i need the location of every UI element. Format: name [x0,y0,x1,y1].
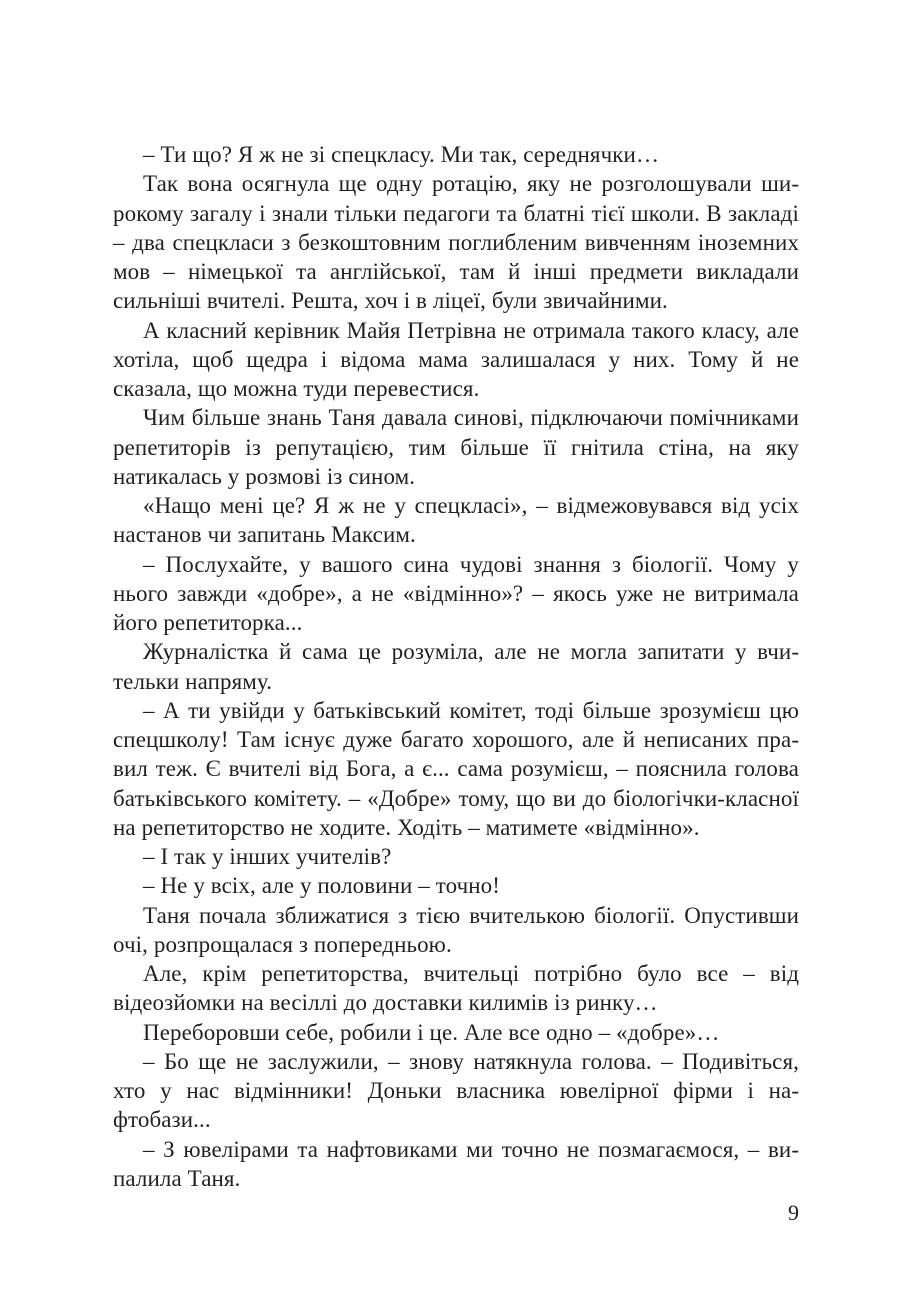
paragraph: – І так у інших учителів? [143,844,392,869]
page-body [113,140,799,1193]
paragraph: – Бо ще не заслужили, – знову натякнула голова. – Подивіться, хто у нас відмінники! Доньки власника ювелірної фірми і нафтобази... [113,1048,799,1133]
paragraph: Чим більше знань Таня давала синові, підключаючи помічниками репетиторів із репутацією, тим більше її гнітила стіна, на яку натикалась у розмові із сином. [113,405,799,489]
paragraph: Переборовши себе, робили і це. Але все одно – «добре»… [143,1019,720,1045]
paragraph: – Ти що? Я ж не зі спецкласу. Ми так, середнячки… [143,142,660,167]
paragraph: Журналістка й сама це розуміла, але не могла запитати у вчительки напряму. [113,639,799,694]
paragraph: «Нащо мені це? Я ж не у спецкласі», – відмежовувався від усіх настанов чи запитань Максим. [113,493,799,548]
page-number: 9 [788,1200,799,1225]
paragraph: – Не у всіх, але у половини – точно! [143,873,501,899]
paragraph: Так вона осягнула ще одну ротацію, яку не розголошували широкому загалу і знали тільки педагоги та блатні тієї школи. В закладі – два спецкласи з безкоштовним поглибленим вивченням іноземних мов – німецької та англійської, там й інші предмети викладали сильніші вчителі. Решта, хоч і в ліцеї, були звичайними. [113,171,799,314]
paragraph: – А ти увійди у батьківський комітет, тоді більше зрозумієш цю спецшколу! Там існує дуже багато хорошого, але й неписаних правил теж. Є вчителі від Бога, а є... сама розумієш, – пояснила голова батьківського комітету. – «Добре» тому, що ви до біологічки-класної на репетиторство не ходите. Ходіть – матимете «відмінно». [113,697,799,840]
paragraph: Але, крім репетиторства, вчительці потрібно було все – від відеозйомки на весіллі до доставки килимів із ринку… [113,961,799,1016]
paragraph: – З ювелірами та нафтовиками ми точно не позмагаємося, – випалила Таня. [113,1136,799,1191]
paragraph: А класний керівник Майя Петрівна не отримала такого класу, але хотіла, щоб щедра і відома мама залишалася у них. Тому й не сказала, що можна туди перевестися. [113,317,799,401]
paragraph: – Послухайте, у вашого сина чудові знання з біології. Чому у нього завжди «добре», а не «відмінно»? – якось уже не витримала його репетиторка... [113,551,799,635]
paragraph: Таня почала зближатися з тією вчителькою біології. Опустивши очі, розпрощалася з попередньою. [113,902,799,957]
